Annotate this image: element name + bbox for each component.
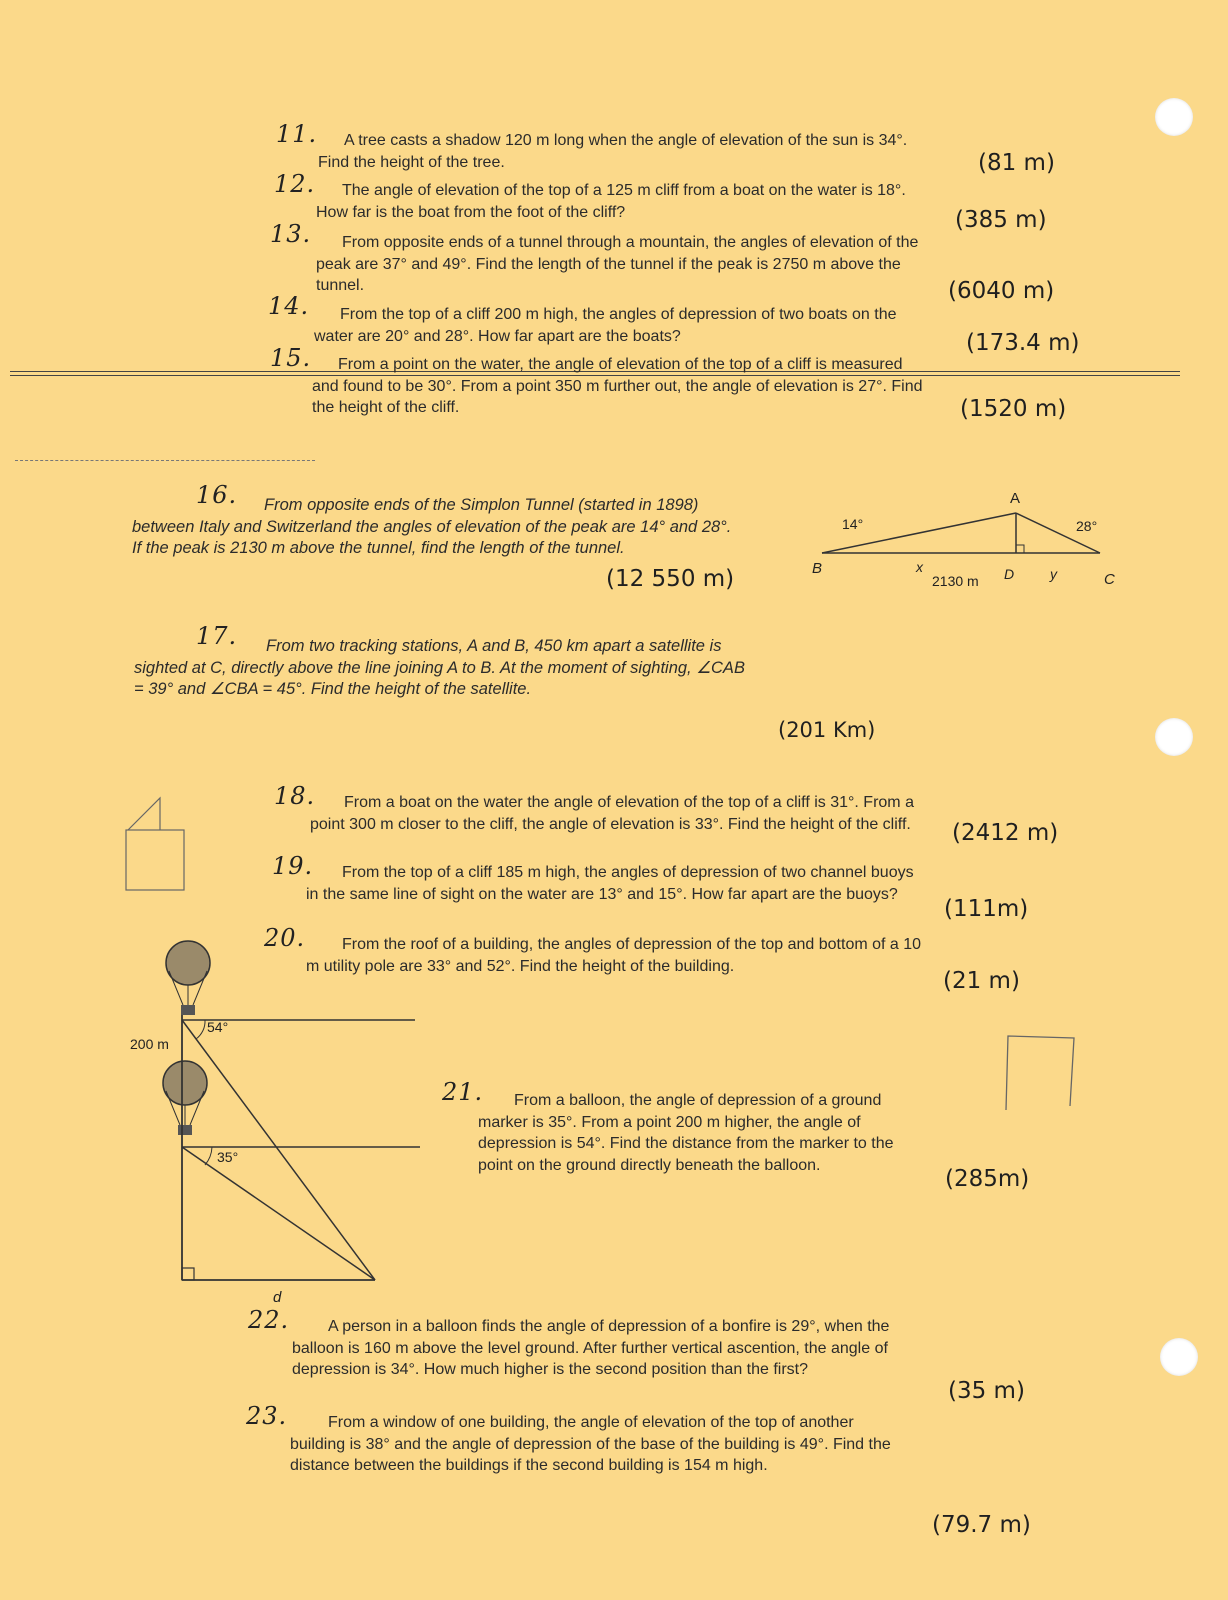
base-label: d	[273, 1289, 282, 1306]
problem-number: 20.	[264, 924, 306, 952]
balloon-diagram-21	[125, 925, 425, 1310]
problem-text: From the top of a cliff 185 m high, the angles of depression of two channel buoys in the same line of sight on the water are 13° and 15°. How far apart are the buoys?	[306, 864, 914, 903]
separator-line	[15, 460, 315, 461]
segment-y-label: y	[1050, 566, 1057, 582]
problem-number: 12.	[274, 170, 316, 198]
problem-text: From two tracking stations, A and B, 450 km apart a satellite is sighted at C, directly above the line joining A to B. At the moment of sighting, ∠CAB = 39° and ∠CBA = 45°. Find the height of the satellite.	[134, 637, 745, 698]
problem-text: From a window of one building, the angle of elevation of the top of another building is 38° and the angle of depression of the base of the building is 49°. Find the distance between the buildings if the second building is 154 m high.	[290, 1414, 891, 1474]
height-label: 2130 m	[932, 573, 979, 589]
sight-line-lower	[182, 1147, 375, 1280]
problem-21	[442, 1078, 923, 1176]
problem-text: From the roof of a building, the angles of depression of the top and bottom of a 10 m utility pole are 33° and 52°. Find the height of the building.	[306, 936, 922, 975]
answer-23: (79.7 m)	[932, 1512, 1031, 1538]
balloon-lower	[163, 1061, 207, 1135]
problem-number: 17.	[196, 622, 238, 650]
problem-text: The angle of elevation of the top of a 125 m cliff from a boat on the water is 18°. How far is the boat from the foot of the cliff?	[316, 182, 906, 221]
answer-18: (2412 m)	[952, 820, 1059, 846]
angle-top-label: 54°	[207, 1019, 229, 1035]
problem-number: 15.	[270, 344, 312, 372]
balloon-upper	[166, 941, 210, 1015]
problem-13	[270, 220, 933, 297]
answer-12: (385 m)	[955, 207, 1047, 233]
answer-15: (1520 m)	[960, 396, 1067, 422]
angle-arc-lower	[205, 1147, 212, 1165]
problem-number: 16.	[196, 481, 238, 509]
right-angle-mark	[1016, 545, 1024, 553]
answer-17: (201 Km)	[778, 718, 876, 742]
problem-15	[270, 344, 933, 419]
problem-number: 14.	[268, 292, 310, 320]
problem-14	[268, 292, 933, 347]
sight-line-upper	[182, 1020, 375, 1280]
problem-text: From a balloon, the angle of depression of a ground marker is 35°. From a point 200 m higher, the angle of depression is 54°. Find the distance from the marker to the point on the ground directly beneath the balloon.	[478, 1092, 894, 1174]
problem-number: 18.	[274, 782, 316, 810]
problem-23	[246, 1402, 910, 1477]
answer-20: (21 m)	[943, 968, 1020, 994]
problem-text: From opposite ends of the Simplon Tunnel (started in 1898) between Italy and Switzerland the angles of elevation of the peak are 14° and 28°. If the peak is 2130 m above the tunnel, find the length of the tunnel.	[132, 496, 732, 557]
problem-number: 22.	[248, 1306, 290, 1334]
segment-x-label: x	[916, 559, 923, 575]
binder-hole-top	[1155, 98, 1193, 136]
vertex-a-label: A	[1010, 490, 1021, 507]
angle-c-label: 28°	[1076, 518, 1098, 534]
margin-sketch-right	[1000, 1030, 1080, 1115]
binder-hole-middle	[1155, 718, 1193, 756]
margin-sketch	[120, 790, 190, 900]
angle-arc-upper	[196, 1020, 205, 1039]
sketch-box	[126, 830, 184, 890]
binder-hole-bottom	[1160, 1338, 1198, 1376]
problem-text: A tree casts a shadow 120 m long when the angle of elevation of the sun is 34°. Find the height of the tree.	[318, 132, 908, 171]
angle-b-label: 14°	[842, 516, 864, 532]
problem-text: From a boat on the water the angle of elevation of the top of a cliff is 31°. From a point 300 m closer to the cliff, the angle of elevation is 33°. Find the height of the cliff.	[310, 794, 914, 833]
problem-text: From opposite ends of a tunnel through a mountain, the angles of elevation of the peak are 37° and 49°. Find the length of the tunnel if the peak is 2750 m above the tunnel.	[316, 234, 919, 294]
problem-16	[132, 481, 744, 560]
problem-number: 11.	[276, 120, 318, 148]
problem-number: 19.	[272, 852, 314, 880]
angle-bottom-label: 35°	[217, 1149, 239, 1165]
vertex-d-label: D	[1004, 566, 1015, 582]
problem-text: A person in a balloon finds the angle of depression of a bonfire is 29°, when the balloon is 160 m above the level ground. After further vertical ascention, the angle of depression is 34°. How much higher is the second position than the first?	[292, 1318, 890, 1378]
height-label: 200 m	[130, 1036, 169, 1052]
problem-17	[134, 622, 746, 701]
answer-14: (173.4 m)	[966, 330, 1080, 356]
problem-number: 13.	[270, 220, 312, 248]
answer-19: (111m)	[944, 896, 1029, 922]
sketch-rectangle	[1006, 1036, 1074, 1110]
problem-11	[276, 120, 933, 173]
answer-11: (81 m)	[978, 150, 1055, 176]
triangle-diagram-16	[810, 485, 1130, 595]
answer-16: (12 550 m)	[606, 566, 735, 592]
problem-22	[248, 1306, 917, 1381]
answer-21: (285m)	[945, 1166, 1030, 1192]
problem-number: 23.	[246, 1402, 288, 1430]
problem-text: From a point on the water, the angle of elevation of the top of a cliff is measured and found to be 30°. From a point 350 m further out, the angle of elevation is 27°. Find the height of the cliff.	[312, 356, 923, 416]
vertex-b-label: B	[812, 560, 823, 577]
answer-13: (6040 m)	[948, 278, 1055, 304]
right-angle-mark	[182, 1268, 194, 1280]
problem-number: 21.	[442, 1078, 484, 1106]
sketch-triangle	[128, 798, 160, 830]
vertex-c-label: C	[1104, 571, 1115, 588]
problem-12	[274, 170, 933, 223]
problem-19	[272, 852, 925, 905]
answer-22: (35 m)	[948, 1378, 1025, 1404]
problem-text: From the top of a cliff 200 m high, the angles of depression of two boats on the water are 20° and 28°. How far apart are the boats?	[314, 306, 897, 345]
problem-18	[274, 782, 925, 835]
